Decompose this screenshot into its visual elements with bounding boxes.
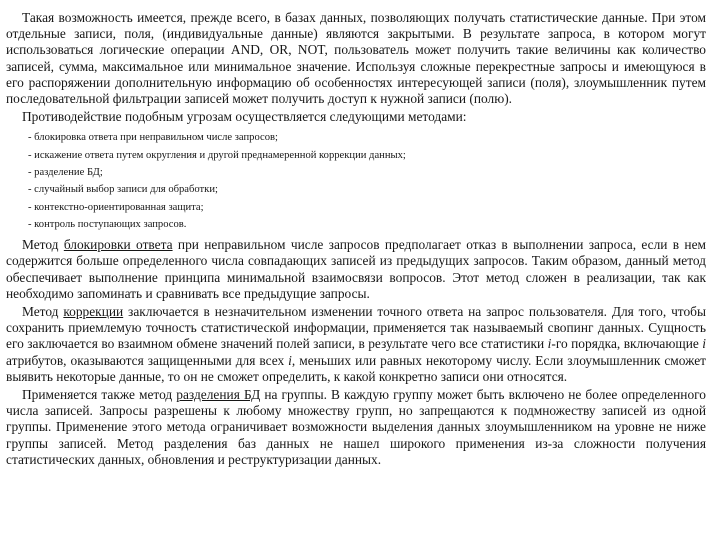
list-item: - контекстно-ориентированная защита; <box>28 201 204 213</box>
countermeasure-list <box>6 129 706 233</box>
link-correction[interactable]: коррекции <box>63 304 124 320</box>
link-response-blocking[interactable]: блокировки ответа <box>63 237 173 253</box>
list-item: - случайный выбор записи для обработки; <box>28 184 218 196</box>
paragraph-correction <box>6 304 706 385</box>
list-item: - искажение ответа путем округления и другой преднамеренной коррекции данных; <box>28 149 406 161</box>
text-run: атрибутов, оказываются защищенными для всех <box>6 352 289 368</box>
paragraph-response-blocking <box>6 237 706 302</box>
paragraph-countermeasures-intro: Противодействие подобным угрозам осуществляется следующими методами: <box>22 109 467 125</box>
text-run: Применяется также метод <box>22 387 177 403</box>
text-run: , меньших или равных некоторому числу. Если злоумышленник сможет выявить некоторые данные, то он не сможет определить, к какой конкретно записи они относятся. <box>6 352 706 384</box>
variable-i: i <box>288 352 292 368</box>
text-run: при неправильном числе запросов предполагает отказ в выполнении запроса, если в нем содержится больше определенного числа совпадающих записей из предыдущих запросов. Таким образом, данный метод обеспечивает выполнение принципа минимальной взаимосвязи вопросов. Этот метод сложен в реализации, так как необходимо запоминать и сравнивать все предыдущие запросы. <box>6 237 706 301</box>
variable-i: i <box>547 336 552 352</box>
link-db-partitioning[interactable]: разделения БД <box>176 387 261 403</box>
text-run: Метод <box>22 237 64 253</box>
paragraph-statistical-db: Такая возможность имеется, прежде всего, в базах данных, позволяющих получать статистические данные. При этом отдельные записи, поля, (индивидуальные данные) являются закрытыми. В результате запроса, в котором могут использоваться логические операции AND, OR, NOT, пользователь может получить такие величины как количество записей, сумма, максимальное или минимальное значение. Используя сложные перекрестные запросы и имеющуюся в его распоряжении дополнительную информацию об особенностях интересующей записи (поля), злоумышленник путем последовательной фильтрации записей может получить доступ к нужной записи (полю). <box>6 10 706 107</box>
list-item: - блокировка ответа при неправильном числе запросов; <box>28 132 278 144</box>
text-run: заключается в незначительном изменении точного ответа на запрос пользователя. Для того, чтобы сохранить приемлемую точность статистической информации, применяется так называемый свопинг данных. Сущность его заключается во взаимном обмене значений полей записи, в результате чего все статистики <box>6 304 706 352</box>
text-run: на группы. В каждую группу может быть включено не более определенного числа записей. Запросы разрешены к любому множеству групп, но запрещаются к подмножеству записей из одной группы. Применение этого метода ограничивает возможности выделения данных злоумышленником на уровне не ниже группы записей. Метод разделения баз данных не нашел широкого применения из-за сложности получения статистических данных, обновления и реструктуризации данных. <box>6 387 706 467</box>
paragraph-db-partitioning <box>6 387 706 468</box>
text-run: -го порядка, включающие <box>551 336 703 352</box>
list-item: - контроль поступающих запросов. <box>28 218 187 230</box>
text-run: Метод <box>22 304 64 320</box>
variable-i: i <box>702 336 706 352</box>
list-item: - разделение БД; <box>28 167 103 179</box>
